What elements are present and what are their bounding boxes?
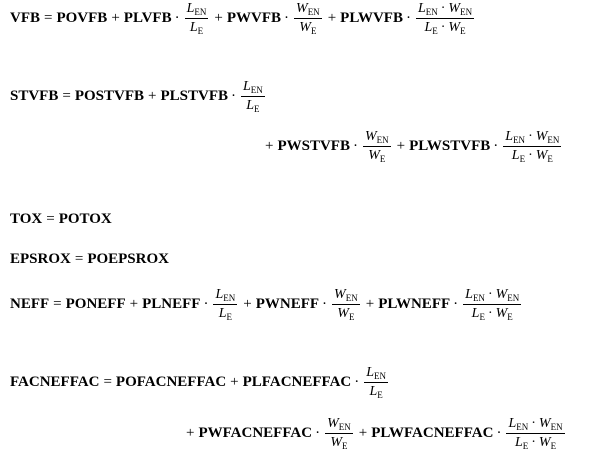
plus-sign: + <box>214 10 223 26</box>
dot-operator: · <box>405 10 411 26</box>
plus-sign: + <box>265 138 274 154</box>
plus-sign: + <box>111 10 120 26</box>
width-ratio-fraction: $\frac{W_{EN}}{W_E}$ <box>296 1 320 36</box>
plus-sign: + <box>186 425 195 441</box>
length-ratio-fraction: $\frac{L_{EN}}{L_E}$ <box>366 365 387 400</box>
stvfb-area-coef: PLWSTVFB <box>409 138 491 154</box>
plus-sign: + <box>365 296 375 312</box>
length-ratio-fraction: $\frac{L_{EN}}{L_E}$ <box>243 79 263 114</box>
neff-length-coef: PLNEFF <box>142 296 201 312</box>
equation-neff <box>10 288 523 321</box>
plus-sign: + <box>327 10 337 26</box>
dot-operator: · <box>203 296 209 312</box>
width-ratio-fraction: $\frac{W_{EN}}{W_E}$ <box>327 416 351 451</box>
equation-stvfb-line2 <box>261 130 563 163</box>
equation-tox <box>10 212 112 227</box>
width-ratio-fraction: $\frac{W_{EN}}{W_E}$ <box>364 129 389 164</box>
dot-operator: · <box>284 10 290 26</box>
tox-lhs: TOX <box>10 211 43 227</box>
area-ratio-fraction: $\frac{L_{EN} \cdot W_{EN}}{L_E \cdot W_E}$ <box>465 287 520 322</box>
dot-operator: · <box>315 425 321 441</box>
plus-sign: + <box>358 425 368 441</box>
neff-lhs: NEFF <box>10 296 50 312</box>
epsrox-rhs: POEPSROX <box>87 251 169 267</box>
equals-sign: = <box>46 211 55 227</box>
facneffac-area-coef: PLWFACNEFFAC <box>371 425 494 441</box>
area-ratio-fraction: $\frac{L_{EN} \cdot W_{EN}}{L_E \cdot W_E}$ <box>508 416 563 451</box>
facneffac-width-coef: PWFACNEFFAC <box>198 425 313 441</box>
equation-stvfb-line1 <box>10 80 267 113</box>
area-ratio-fraction: $\frac{L_{EN} \cdot W_{EN}}{L_E \cdot W_E}$ <box>417 1 473 36</box>
neff-area-coef: PLWNEFF <box>378 296 451 312</box>
dot-operator: · <box>496 425 502 441</box>
equals-sign: = <box>53 296 62 312</box>
equals-sign: = <box>62 88 71 104</box>
vfb-width-coef: PWVFB <box>226 10 282 26</box>
length-ratio-fraction: $\frac{L_{EN}}{L_E}$ <box>215 287 236 322</box>
dot-operator: · <box>231 88 236 104</box>
neff-base-term: PONEFF <box>65 296 126 312</box>
vfb-lhs: VFB <box>10 10 40 26</box>
plus-sign: + <box>396 138 406 154</box>
equals-sign: = <box>74 251 84 267</box>
vfb-base-term: POVFB <box>56 10 108 26</box>
plus-sign: + <box>129 296 139 312</box>
length-ratio-fraction: $\frac{L_{EN}}{L_E}$ <box>186 1 207 36</box>
plus-sign: + <box>243 296 252 312</box>
dot-operator: · <box>174 10 180 26</box>
tox-rhs: POTOX <box>58 211 112 227</box>
plus-sign: + <box>230 374 239 390</box>
epsrox-lhs: EPSROX <box>10 251 71 267</box>
dot-operator: · <box>493 138 499 154</box>
facneffac-lhs: FACNEFFAC <box>10 374 100 390</box>
equals-sign: = <box>103 374 112 390</box>
equation-vfb <box>10 2 476 35</box>
equation-facneffac-line1 <box>10 366 390 399</box>
stvfb-length-coef: PLSTVFB <box>160 88 228 104</box>
dot-operator: · <box>453 296 459 312</box>
stvfb-base-term: POSTVFB <box>74 88 145 104</box>
vfb-area-coef: PLWVFB <box>340 10 403 26</box>
width-ratio-fraction: $\frac{W_{EN}}{W_E}$ <box>334 287 358 322</box>
stvfb-width-coef: PWSTVFB <box>277 138 350 154</box>
equation-epsrox <box>10 252 169 267</box>
plus-sign: + <box>148 88 157 104</box>
stvfb-lhs: STVFB <box>10 88 59 104</box>
dot-operator: · <box>354 374 360 390</box>
area-ratio-fraction: $\frac{L_{EN} \cdot W_{EN}}{L_E \cdot W_E}$ <box>505 129 560 164</box>
neff-width-coef: PWNEFF <box>255 296 320 312</box>
equals-sign: = <box>44 10 53 26</box>
vfb-length-coef: PLVFB <box>123 10 172 26</box>
facneffac-length-coef: PLFACNEFFAC <box>242 374 352 390</box>
dot-operator: · <box>352 138 358 154</box>
equation-facneffac-line2 <box>182 417 567 450</box>
facneffac-base-term: POFACNEFFAC <box>115 374 227 390</box>
dot-operator: · <box>322 296 328 312</box>
